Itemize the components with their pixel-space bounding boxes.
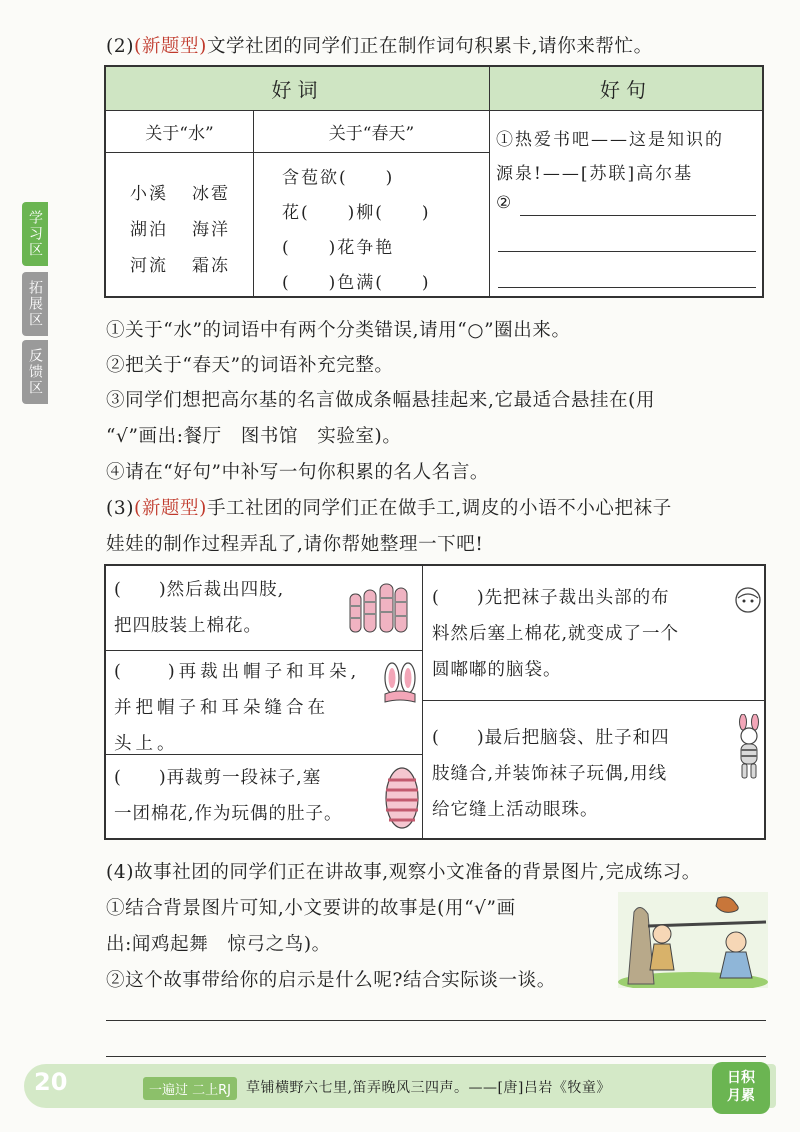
daily-accumulation-badge	[712, 1062, 770, 1114]
spring-word-blank[interactable]: ( )色满( )	[282, 273, 431, 293]
q3-prompt-line2: 娃娃的制作过程弄乱了,请你帮她整理一下吧!	[106, 534, 484, 555]
step-assemble[interactable]	[432, 720, 732, 828]
side-tab-study[interactable]: 学习区	[22, 202, 48, 266]
q2-new-type-tag: (新题型)	[134, 36, 207, 57]
q4-task1-options: 出:闻鸡起舞 惊弓之鸟)。	[106, 934, 331, 955]
water-word[interactable]: 河流	[130, 256, 168, 276]
q2-task: ④请在“好句”中补写一句你积累的名人名言。	[106, 462, 490, 483]
quote-number: ②	[496, 193, 514, 213]
step-text: ( )再裁出帽子和耳朵,	[114, 662, 361, 682]
spring-words-cell	[254, 153, 490, 296]
step-text: 并把帽子和耳朵缝合在	[114, 698, 329, 718]
footer-poem: 草铺横野六七里,笛弄晚风三四声。——[唐]吕岩《牧童》	[246, 1080, 611, 1096]
step-text: 头上。	[114, 734, 179, 754]
step-text: ( )先把袜子裁出头部的布	[432, 588, 670, 608]
water-word[interactable]: 霜冻	[192, 256, 230, 276]
step-text: 把四肢装上棉花。	[114, 616, 262, 636]
water-words-cell	[106, 153, 254, 296]
q3-prompt-text: 手工社团的同学们正在做手工,调皮的小语不小心把袜子	[206, 498, 672, 519]
q2-prompt-text: 文学社团的同学们正在制作词句积累卡,请你来帮忙。	[206, 36, 653, 57]
sock-doll-steps-table	[104, 564, 766, 840]
subheader-water: 关于“水”	[106, 111, 254, 153]
q4-task1: ①结合背景图片可知,小文要讲的故事是(用“√”画	[106, 898, 516, 919]
sock-head-icon	[734, 586, 762, 614]
step-text: ( )再裁剪一段袜子,塞	[114, 768, 322, 788]
word-card-table	[104, 65, 764, 298]
step-text: ( )最后把脑袋、肚子和四	[432, 728, 670, 748]
answer-line[interactable]	[498, 251, 756, 252]
series-label: 一遍过 二上RJ	[143, 1077, 237, 1100]
water-word[interactable]: 海洋	[192, 220, 230, 240]
side-tab-feedback[interactable]: 反馈区	[22, 340, 48, 404]
subheader-spring: 关于“春天”	[254, 111, 490, 153]
q2-task: ①关于“水”的词语中有两个分类错误,请用“○”圈出来。	[106, 320, 571, 341]
answer-line[interactable]	[498, 287, 756, 288]
story-illustration	[618, 892, 768, 988]
step-text: 肢缝合,并装饰袜子玩偶,用线	[432, 764, 668, 784]
answer-line[interactable]	[520, 215, 756, 216]
q2-task: ②把关于“春天”的词语补充完整。	[106, 355, 394, 376]
sock-limbs-icon	[348, 580, 410, 638]
good-sentences-cell	[490, 111, 762, 296]
q3-prompt	[106, 494, 672, 520]
step-text: 圆嘟嘟的脑袋。	[432, 660, 562, 680]
step-limbs[interactable]	[114, 572, 354, 644]
q2-number: (2)	[106, 36, 135, 57]
water-word[interactable]: 小溪	[130, 184, 168, 204]
header-good-words: 好词	[106, 67, 490, 111]
step-text: 给它缝上活动眼珠。	[432, 800, 599, 820]
q3-number: (3)	[106, 498, 135, 519]
step-text: 一团棉花,作为玩偶的肚子。	[114, 804, 343, 824]
divider	[422, 700, 764, 701]
q2-task: “√”画出:餐厅 图书馆 实验室)。	[106, 426, 402, 447]
divider	[106, 650, 422, 651]
badge-text: 日积	[727, 1070, 755, 1086]
header-good-sentences: 好句	[490, 67, 762, 111]
divider	[422, 566, 423, 838]
step-text: 料然后塞上棉花,就变成了一个	[432, 624, 680, 644]
spring-word-blank[interactable]: 花( )柳( )	[282, 203, 431, 223]
spring-word-blank[interactable]: ( )花争艳	[282, 238, 395, 258]
q3-new-type-tag: (新题型)	[134, 498, 207, 519]
quote-line: ①热爱书吧——这是知识的	[496, 130, 724, 150]
badge-text: 月累	[727, 1088, 755, 1104]
side-tab-extend[interactable]: 拓展区	[22, 272, 48, 336]
water-word[interactable]: 冰雹	[192, 184, 230, 204]
quote-line: 源泉!——[苏联]高尔基	[496, 164, 694, 184]
spring-word-blank[interactable]: 含苞欲( )	[282, 168, 395, 188]
bunny-ears-icon	[382, 662, 418, 706]
q2-task: ③同学们想把高尔基的名言做成条幅悬挂起来,它最适合悬挂在(用	[106, 390, 656, 411]
q2-prompt	[106, 32, 653, 58]
step-hat-ears[interactable]	[114, 654, 384, 762]
striped-sock-body-icon	[384, 766, 420, 830]
sock-doll-icon	[734, 714, 764, 780]
step-body[interactable]	[114, 760, 382, 832]
page-number: 20	[34, 1068, 68, 1096]
q4-task2: ②这个故事带给你的启示是什么呢?结合实际谈一谈。	[106, 970, 556, 991]
q4-prompt: (4)故事社团的同学们正在讲故事,观察小文准备的背景图片,完成练习。	[106, 862, 701, 883]
water-word[interactable]: 湖泊	[130, 220, 168, 240]
step-text: ( )然后裁出四肢,	[114, 580, 285, 600]
step-head[interactable]	[432, 580, 732, 688]
answer-line[interactable]	[106, 1056, 766, 1057]
answer-line[interactable]	[106, 1020, 766, 1021]
